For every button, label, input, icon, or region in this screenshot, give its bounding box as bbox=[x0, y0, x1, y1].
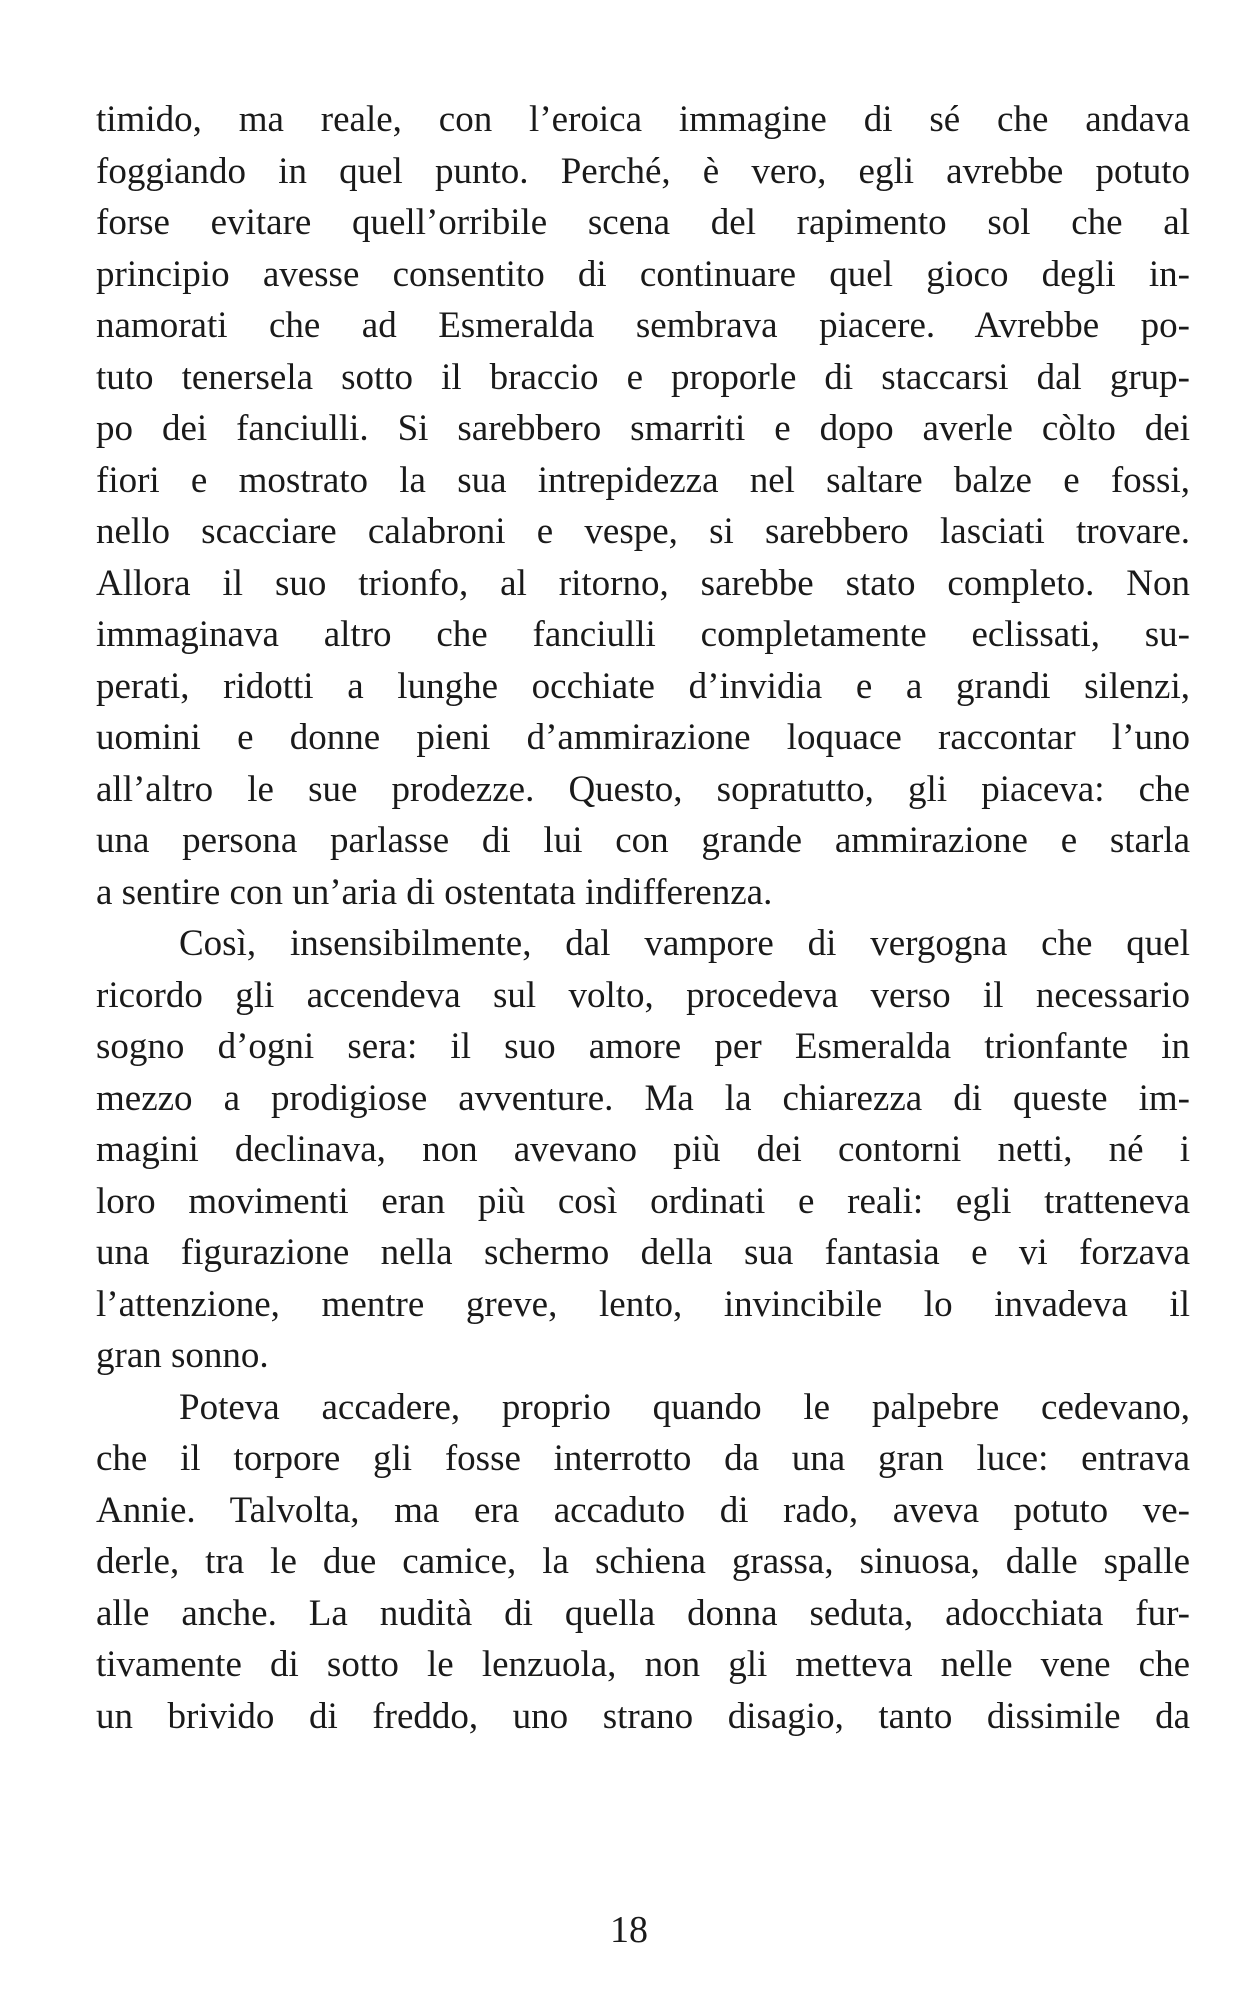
body-text bbox=[96, 94, 1190, 1742]
paragraph-last-line: gran sonno. bbox=[96, 1335, 269, 1376]
text-line: timido, ma reale, con l’eroica immagine di sé che andava bbox=[96, 99, 1190, 140]
text-line: principio avesse consentito di continuare quel gioco degli in- bbox=[96, 253, 1190, 295]
paragraph-last-line: a sentire con un’aria di ostentata indifferenza. bbox=[96, 871, 773, 913]
text-line: fiori e mostrato la sua intrepidezza nel saltare balze e fossi, bbox=[96, 459, 1190, 501]
text-line: tivamente di sotto le lenzuola, non gli metteva nelle vene che bbox=[96, 1644, 1190, 1685]
text-line: magini declinava, non avevano più dei contorni netti, né i bbox=[96, 1129, 1190, 1170]
text-line: Allora il suo trionfo, al ritorno, sarebbe stato completo. Non bbox=[96, 562, 1190, 604]
text-line: un brivido di freddo, uno strano disagio, tanto dissimile da bbox=[96, 1695, 1190, 1737]
text-line: foggiando in quel punto. Perché, è vero, egli avrebbe potuto bbox=[96, 150, 1190, 192]
text-line: mezzo a prodigiose avventure. Ma la chiarezza di queste im- bbox=[96, 1077, 1190, 1119]
text-line: ricordo gli accendeva sul volto, procedeva verso il necessario bbox=[96, 974, 1190, 1016]
text-line: uomini e donne pieni d’ammirazione loquace raccontar l’uno bbox=[96, 717, 1190, 758]
text-line: perati, ridotti a lunghe occhiate d’invidia e a grandi silenzi, bbox=[96, 665, 1190, 707]
text-line: una figurazione nella schermo della sua fantasia e vi forzava bbox=[96, 1232, 1190, 1273]
text-line: l’attenzione, mentre greve, lento, invincibile lo invadeva il bbox=[96, 1283, 1190, 1325]
text-line: po dei fanciulli. Si sarebbero smarriti e dopo averle còlto dei bbox=[96, 408, 1190, 449]
text-line: namorati che ad Esmeralda sembrava piacere. Avrebbe po- bbox=[96, 305, 1190, 346]
text-line: derle, tra le due camice, la schiena grassa, sinuosa, dalle spalle bbox=[96, 1541, 1190, 1582]
text-line: tuto tenersela sotto il braccio e proporle di staccarsi dal grup- bbox=[96, 356, 1190, 398]
text-line: una persona parlasse di lui con grande ammirazione e starla bbox=[96, 820, 1190, 861]
text-line: sogno d’ogni sera: il suo amore per Esmeralda trionfante in bbox=[96, 1026, 1190, 1067]
text-line: Annie. Talvolta, ma era accaduto di rado, aveva potuto ve- bbox=[96, 1489, 1190, 1531]
text-line: immaginava altro che fanciulli completamente eclissati, su- bbox=[96, 614, 1190, 655]
page-number: 18 bbox=[610, 1909, 648, 1951]
text-line: all’altro le sue prodezze. Questo, sopratutto, gli piaceva: che bbox=[96, 768, 1190, 810]
text-line: nello scacciare calabroni e vespe, si sarebbero lasciati trovare. bbox=[96, 511, 1190, 552]
text-line: alle anche. La nudità di quella donna seduta, adocchiata fur- bbox=[96, 1592, 1190, 1634]
text-line: forse evitare quell’orribile scena del rapimento sol che al bbox=[96, 202, 1190, 243]
paragraph-first-line: Poteva accadere, proprio quando le palpebre cedevano, bbox=[179, 1386, 1190, 1428]
paragraph-first-line: Così, insensibilmente, dal vampore di vergogna che quel bbox=[179, 923, 1190, 964]
text-line: loro movimenti eran più così ordinati e reali: egli tratteneva bbox=[96, 1180, 1190, 1222]
text-line: che il torpore gli fosse interrotto da una gran luce: entrava bbox=[96, 1438, 1190, 1479]
